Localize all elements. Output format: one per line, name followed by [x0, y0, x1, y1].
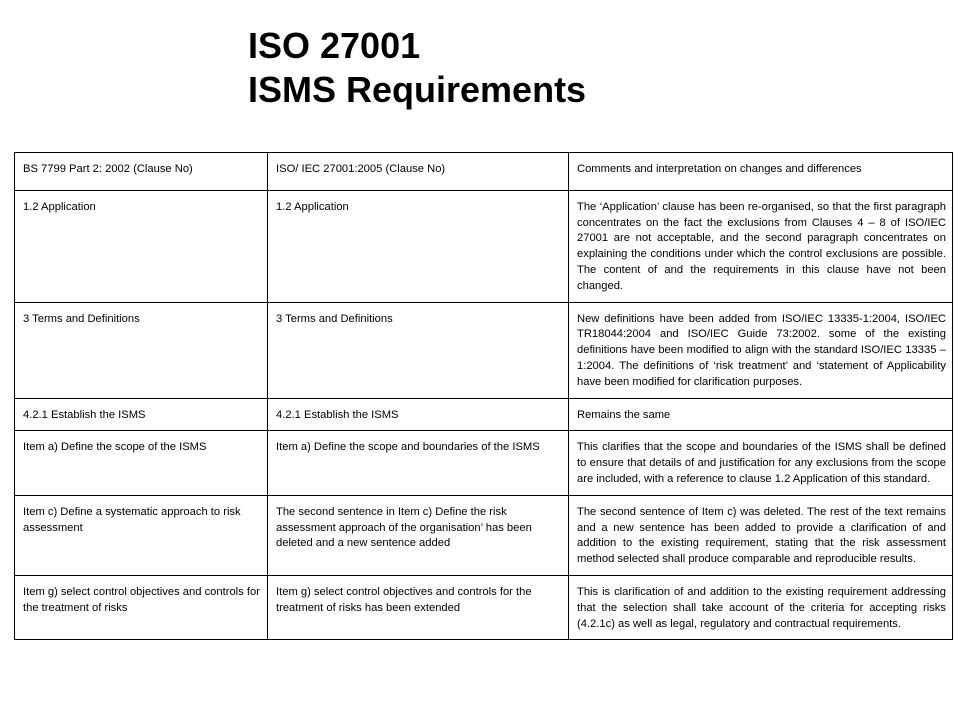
bs7799-cell: 1.2 Application	[15, 190, 268, 302]
bs7799-cell: Item g) select control objectives and controls for the treatment of risks	[15, 575, 268, 639]
header-iso27001-clause: ISO/ IEC 27001:2005 (Clause No)	[268, 153, 569, 191]
iso27001-cell: Item a) Define the scope and boundaries of the ISMS	[268, 431, 569, 495]
requirements-table	[14, 152, 953, 640]
comment-cell: Remains the same	[569, 398, 953, 431]
table-row	[15, 302, 953, 398]
iso27001-cell: 3 Terms and Definitions	[268, 302, 569, 398]
bs7799-cell: Item a) Define the scope of the ISMS	[15, 431, 268, 495]
table-row	[15, 190, 953, 302]
comment-cell: The ‘Application’ clause has been re-organised, so that the first paragraph concentrates on the fact the exclusions from Clauses 4 – 8 of ISO/IEC 27001 are not acceptable, and the second paragraph concentrates on explaining the conditions under which the control exclusions are possible. The content of and the requirements in this clause have not been changed.	[569, 190, 953, 302]
title-line-1: ISO 27001	[248, 25, 421, 66]
bs7799-cell: 4.2.1 Establish the ISMS	[15, 398, 268, 431]
header-bs7799-clause: BS 7799 Part 2: 2002 (Clause No)	[15, 153, 268, 191]
title-line-2: ISMS Requirements	[248, 69, 587, 110]
iso27001-cell: 4.2.1 Establish the ISMS	[268, 398, 569, 431]
table-row	[15, 398, 953, 431]
bs7799-cell: Item c) Define a systematic approach to risk assessment	[15, 495, 268, 575]
bs7799-cell: 3 Terms and Definitions	[15, 302, 268, 398]
table-row	[15, 495, 953, 575]
comment-cell: This clarifies that the scope and boundaries of the ISMS shall be defined to ensure that details of and justification for any exclusions from the scope are included, with a reference to clause 1.2 Application of this standard.	[569, 431, 953, 495]
table-header-row	[15, 153, 953, 191]
comment-cell: The second sentence of Item c) was deleted. The rest of the text remains and a new sentence has been added to provide a clarification of and addition to the existing requirement, stating that the risk assessment method selected shall produce comparable and reproducible results.	[569, 495, 953, 575]
comment-cell: New definitions have been added from ISO/IEC 13335-1:2004, ISO/IEC TR18044:2004 and ISO/IEC Guide 73:2002. some of the existing definitions have been modified to align with the standard ISO/IEC 13335 – 1:2004. The definitions of ‘risk treatment’ and ‘statement of Applicability have been modified for clarification purposes.	[569, 302, 953, 398]
iso27001-cell: 1.2 Application	[268, 190, 569, 302]
comment-cell: This is clarification of and addition to the existing requirement addressing that the selection shall take account of the criteria for accepting risks (4.2.1c) as well as legal, regulatory and contractual requirements.	[569, 575, 953, 639]
page-title	[248, 24, 586, 112]
header-comments: Comments and interpretation on changes and differences	[569, 153, 953, 191]
table-row	[15, 575, 953, 639]
iso27001-cell: The second sentence in Item c) Define the risk assessment approach of the organisation’ has been deleted and a new sentence added	[268, 495, 569, 575]
iso27001-cell: Item g) select control objectives and controls for the treatment of risks has been extended	[268, 575, 569, 639]
table-row	[15, 431, 953, 495]
